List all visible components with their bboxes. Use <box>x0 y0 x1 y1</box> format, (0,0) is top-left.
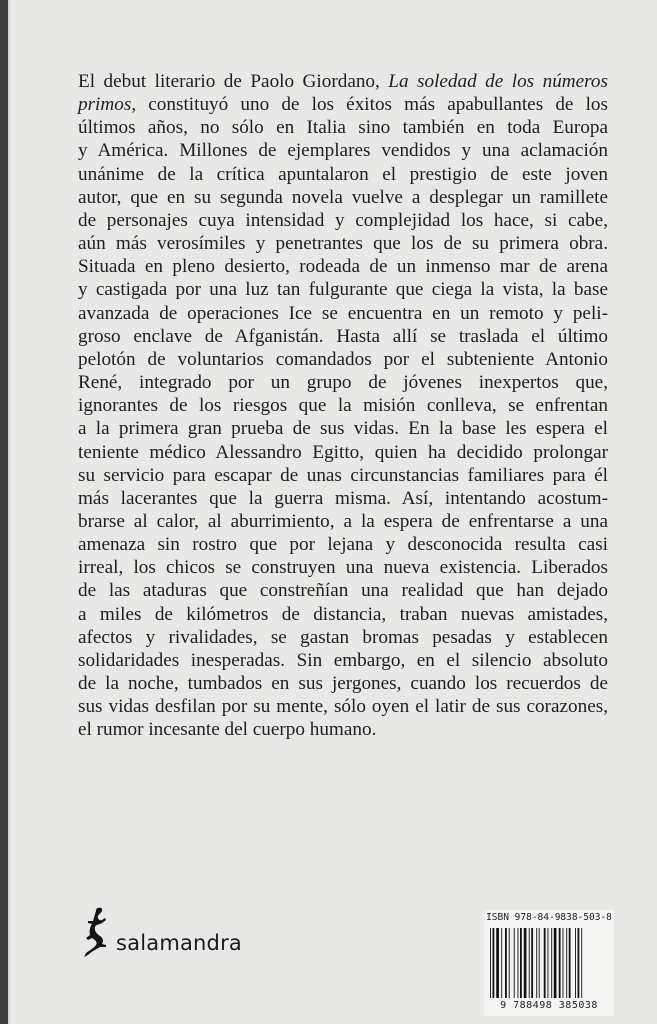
synopsis-line: aún más verosímiles y penetrantes que los de su primera obra. <box>78 233 608 255</box>
synopsis-line: su servicio para escapar de unas circunstancias familiares para él <box>78 464 608 486</box>
barcode-bar <box>531 928 533 998</box>
book-title: primos <box>78 94 132 116</box>
synopsis-line: afectos y rivalidades, se gastan bromas pesadas y establecen <box>78 626 608 648</box>
isbn-label: ISBN 978-84-9838-503-8 <box>486 912 612 923</box>
synopsis-line: brarse al calor, al aburrimiento, a la espera de enfrentarse a una <box>78 510 608 532</box>
salamander-icon <box>78 905 112 959</box>
synopsis-line: teniente médico Alessandro Egitto, quien ha decidido prolongar <box>78 441 608 463</box>
barcode-bar <box>563 928 564 998</box>
publisher-name: salamandra <box>116 931 242 955</box>
barcode-bar <box>536 928 537 998</box>
book-title: La soledad de los números <box>388 71 608 92</box>
synopsis-line: a la primera gran prueba de sus vidas. En la base les espera el <box>78 418 608 440</box>
barcode-bar <box>544 928 546 998</box>
synopsis-line: pelotón de voluntarios comandados por el subteniente Antonio <box>78 348 608 370</box>
synopsis-line: ignorantes de los riesgos que la misión conlleva, se enfrentan <box>78 395 608 417</box>
synopsis-line: y América. Millones de ejemplares vendidos y una aclamación <box>78 140 608 162</box>
barcode-bar <box>520 928 522 998</box>
barcode-bar <box>501 928 502 998</box>
synopsis-line: amenaza sin rostro que por lejana y desconocida resulta casi <box>78 534 608 556</box>
barcode-panel <box>484 910 614 1016</box>
synopsis-line: solidaridades inesperadas. Sin embargo, en el silencio absoluto <box>78 649 608 671</box>
barcode-bar <box>559 928 561 998</box>
synopsis-line: Situada en pleno desierto, rodeada de un inmenso mar de arena <box>78 256 608 278</box>
barcode-bar <box>575 928 576 998</box>
barcode-bar <box>539 928 540 998</box>
synopsis-line: autor, que en su segunda novela vuelve a desplegar un ramillete <box>78 186 608 208</box>
barcode-bar <box>554 928 557 998</box>
synopsis-line: René, integrado por un grupo de jóvenes inexpertos que, <box>78 372 608 394</box>
barcode-bars <box>490 928 608 998</box>
barcode-bar <box>493 928 495 998</box>
barcode-bar <box>509 928 510 998</box>
barcode-bar <box>524 928 527 998</box>
synopsis-text <box>78 70 608 742</box>
barcode-bar <box>551 928 552 998</box>
barcode-bar <box>569 928 571 998</box>
synopsis-line: unánime de la crítica apuntalaron el prestigio de este joven <box>78 163 608 185</box>
barcode-bar <box>496 928 499 998</box>
barcode-bar <box>490 928 491 998</box>
barcode-bar <box>566 928 567 998</box>
synopsis-line: groso enclave de Afganistán. Hasta allí se traslada el último <box>78 325 608 347</box>
barcode-bar <box>578 928 580 998</box>
synopsis-line: últimos años, no sólo en Italia sino también en toda Europa <box>78 117 608 139</box>
synopsis-paragraph <box>78 70 608 742</box>
synopsis-line: sus vidas desfilan por su mente, sólo oyen el latir de sus corazones, <box>78 696 608 718</box>
synopsis-line: avanzada de operaciones Ice se encuentra en un remoto y peli- <box>78 302 608 324</box>
barcode-bar <box>514 928 515 998</box>
barcode-digits: 9 788498 385038 <box>500 1000 598 1011</box>
barcode-bar <box>529 928 530 998</box>
barcode-bar <box>518 928 519 998</box>
barcode-bar <box>581 928 582 998</box>
back-cover <box>8 0 657 1024</box>
synopsis-line: a miles de kilómetros de distancia, traban nuevas amistades, <box>78 603 608 625</box>
synopsis-line: El debut literario de Paolo Giordano, La soledad de los números <box>78 71 608 92</box>
publisher-logo <box>78 905 242 959</box>
synopsis-line: primos, constituyó uno de los éxitos más apabullantes de los <box>78 94 608 116</box>
synopsis-line: más lacerantes que la guerra misma. Así, intentando acostum- <box>78 487 608 509</box>
synopsis-line: de las ataduras que constreñían una realidad que han dejado <box>78 580 608 602</box>
synopsis-line: de personajes cuya intensidad y complejidad los hace, si cabe, <box>78 209 608 231</box>
barcode-bar <box>548 928 549 998</box>
barcode-bar <box>505 928 507 998</box>
synopsis-line: y castigada por una luz tan fulgurante que ciega la vista, la base <box>78 279 608 301</box>
synopsis-line: irreal, los chicos se construyen una nueva existencia. Liberados <box>78 557 608 579</box>
synopsis-line: el rumor incesante del cuerpo humano. <box>78 719 377 741</box>
synopsis-line: de la noche, tumbados en sus jergones, cuando los recuerdos de <box>78 673 608 695</box>
